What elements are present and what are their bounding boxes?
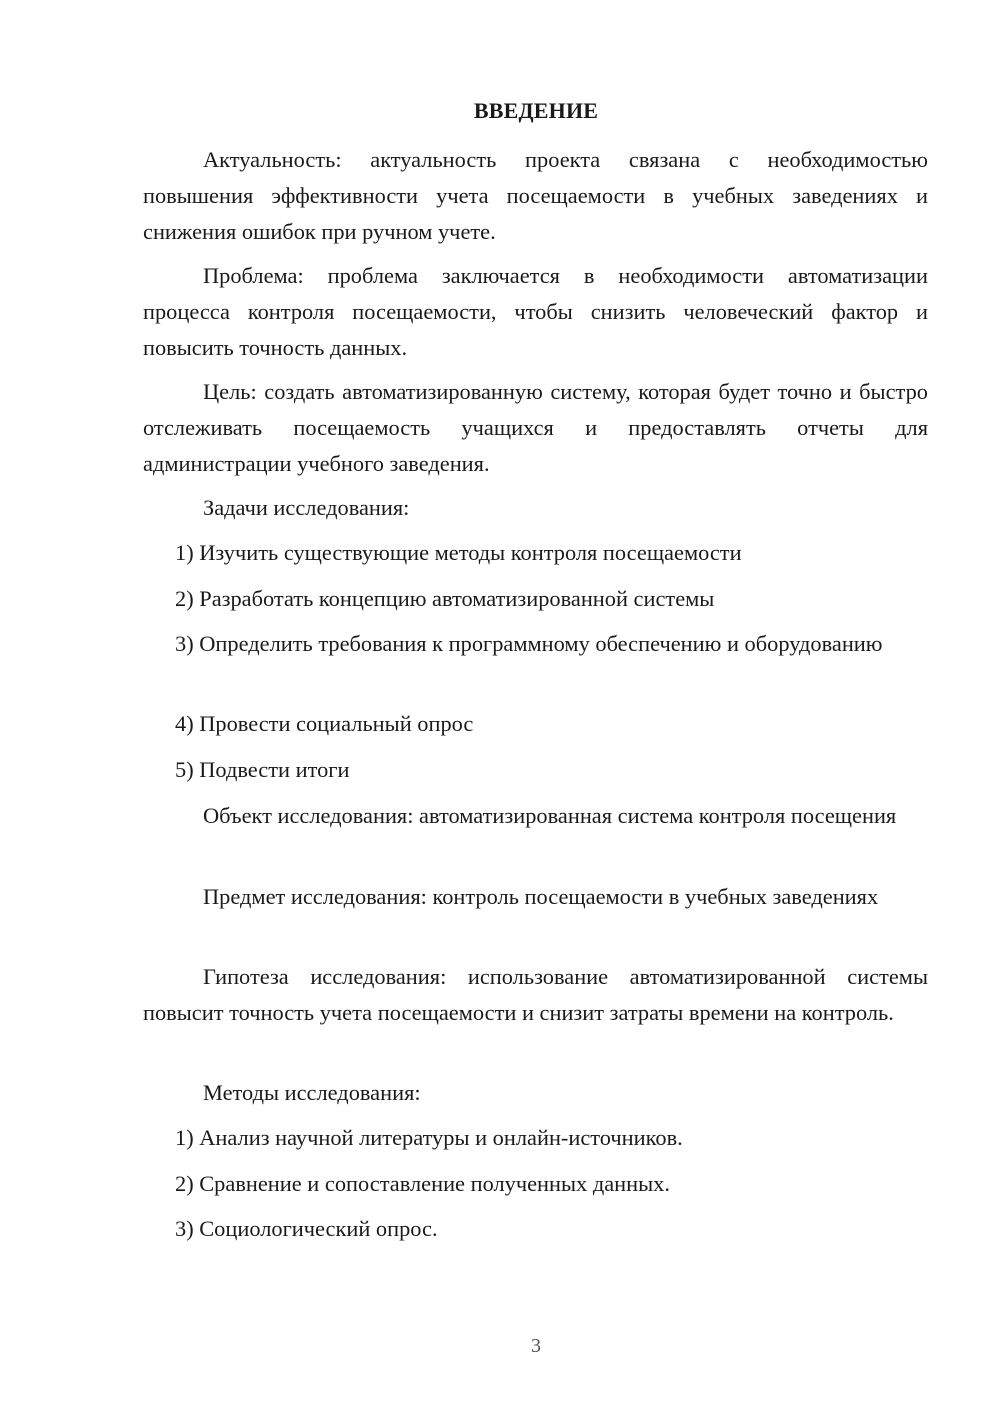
- task-item-3: 3) Определить требования к программному обеспечению и оборудованию: [175, 631, 883, 656]
- task-item-2: 2) Разработать концепцию автоматизированной системы: [175, 586, 715, 611]
- task-item-4: 4) Провести социальный опрос: [175, 711, 474, 736]
- task-item-1: 1) Изучить существующие методы контроля посещаемости: [175, 540, 742, 565]
- paragraph-object: Объект исследования: автоматизированная система контроля посещения: [203, 803, 897, 828]
- paragraph-goal: Цель: создать автоматизированную систему, которая будет точно и быстро отслеживать посещаемость учащихся и предоставлять отчеты для администрации учебного заведения.: [143, 379, 928, 476]
- method-item-3: 3) Социологический опрос.: [175, 1216, 438, 1241]
- methods-heading: Методы исследования:: [203, 1080, 421, 1105]
- page-number: 3: [531, 1335, 541, 1357]
- paragraph-relevance: Актуальность: актуальность проекта связана с необходимостью повышения эффективности учета посещаемости в учебных заведениях и снижения ошибок при ручном учете.: [143, 147, 928, 244]
- method-item-2: 2) Сравнение и сопоставление полученных данных.: [175, 1171, 670, 1196]
- paragraph-problem: Проблема: проблема заключается в необходимости автоматизации процесса контроля посещаемости, чтобы снизить человеческий фактор и повысить точность данных.: [143, 263, 928, 360]
- paragraph-subject: Предмет исследования: контроль посещаемости в учебных заведениях: [203, 884, 879, 909]
- task-item-5: 5) Подвести итоги: [175, 757, 350, 782]
- paragraph-hypothesis: Гипотеза исследования: использование автоматизированной системы повысит точность учета посещаемости и снизит затраты времени на контроль.: [143, 964, 928, 1025]
- tasks-heading: Задачи исследования:: [203, 495, 410, 520]
- page-title: ВВЕДЕНИЕ: [473, 98, 599, 123]
- method-item-1: 1) Анализ научной литературы и онлайн-источников.: [175, 1125, 683, 1150]
